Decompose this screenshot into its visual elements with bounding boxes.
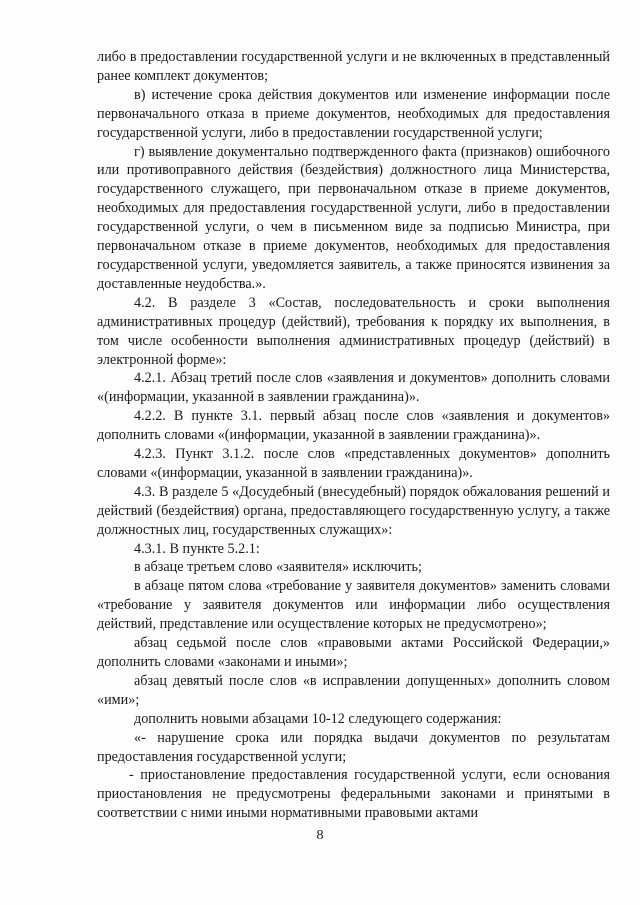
paragraph: г) выявление документально подтвержденного факта (признаков) ошибочного или противоправного действия (бездействия) должностного лица Министерства, государственного служащего, при первоначальном отказе в приеме документов, необходимых для предоставления государственной услуги, либо в предоставлении государственной услуги, о чем в письменном виде за подписью Министра, при первоначальном отказе в приеме документов, необходимых для предоставления государственной услуги, уведомляется заявитель, а также приносятся извинения за доставленные неудобства.».	[97, 143, 610, 292]
paragraph: абзац седьмой после слов «правовыми актами Российской Федерации,» дополнить словами «законами и иными»;	[97, 635, 610, 670]
paragraph: абзац девятый после слов «в исправлении допущенных» дополнить словом «ими»;	[97, 672, 610, 708]
paragraph: «- нарушение срока или порядка выдачи документов по результатам предоставления государственной услуги;	[97, 729, 610, 765]
paragraph: в) истечение срока действия документов или изменение информации после первоначального отказа в приеме документов, необходимых для предоставления государственной услуги, либо в предоставлении государственной услуги;	[97, 86, 610, 141]
paragraph: 4.2.1. Абзац третий после слов «заявления и документов» дополнить словами «(информации, указанной в заявлении гражданина)».	[97, 370, 610, 406]
paragraph: дополнить новыми абзацами 10-12 следующего содержания:	[134, 710, 502, 727]
paragraph: либо в предоставлении государственной услуги и не включенных в представленный ранее комплект документов;	[97, 49, 610, 84]
page-number: 8	[316, 828, 324, 843]
paragraph: 4.2. В разделе 3 «Состав, последовательность и сроки выполнения административных процедур (действий), требования к порядку их выполнения, в том числе особенности выполнения административных процедур (действий) в электронной форме»:	[97, 294, 610, 368]
paragraph: в абзаце третьем слово «заявителя» исключить;	[134, 559, 422, 576]
paragraph: в абзаце пятом слова «требование у заявителя документов» заменить словами «требование у заявителя документов или информации либо осуществления действий, представление или осуществление которых не предусмотрено»;	[97, 578, 610, 633]
paragraph: 4.2.3. Пункт 3.1.2. после слов «представленных документов» дополнить словами «(информации, указанной в заявлении гражданина)».	[97, 446, 610, 481]
paragraph: 4.2.2. В пункте 3.1. первый абзац после слов «заявления и документов» дополнить словами «(информации, указанной в заявлении гражданина)».	[97, 408, 610, 444]
paragraph: - приостановление предоставления государственной услуги, если основания приостановления не предусмотрены федеральными законами и принятыми в соответствии с ними иными нормативными правовыми актами	[97, 767, 610, 822]
document-body	[97, 48, 610, 823]
paragraph: 4.3. В разделе 5 «Досудебный (внесудебный) порядок обжалования решений и действий (бездействия) органа, предоставляющего государственную услугу, а также должностных лиц, государственных служащих»:	[97, 483, 610, 538]
paragraph: 4.3.1. В пункте 5.2.1:	[134, 540, 260, 557]
